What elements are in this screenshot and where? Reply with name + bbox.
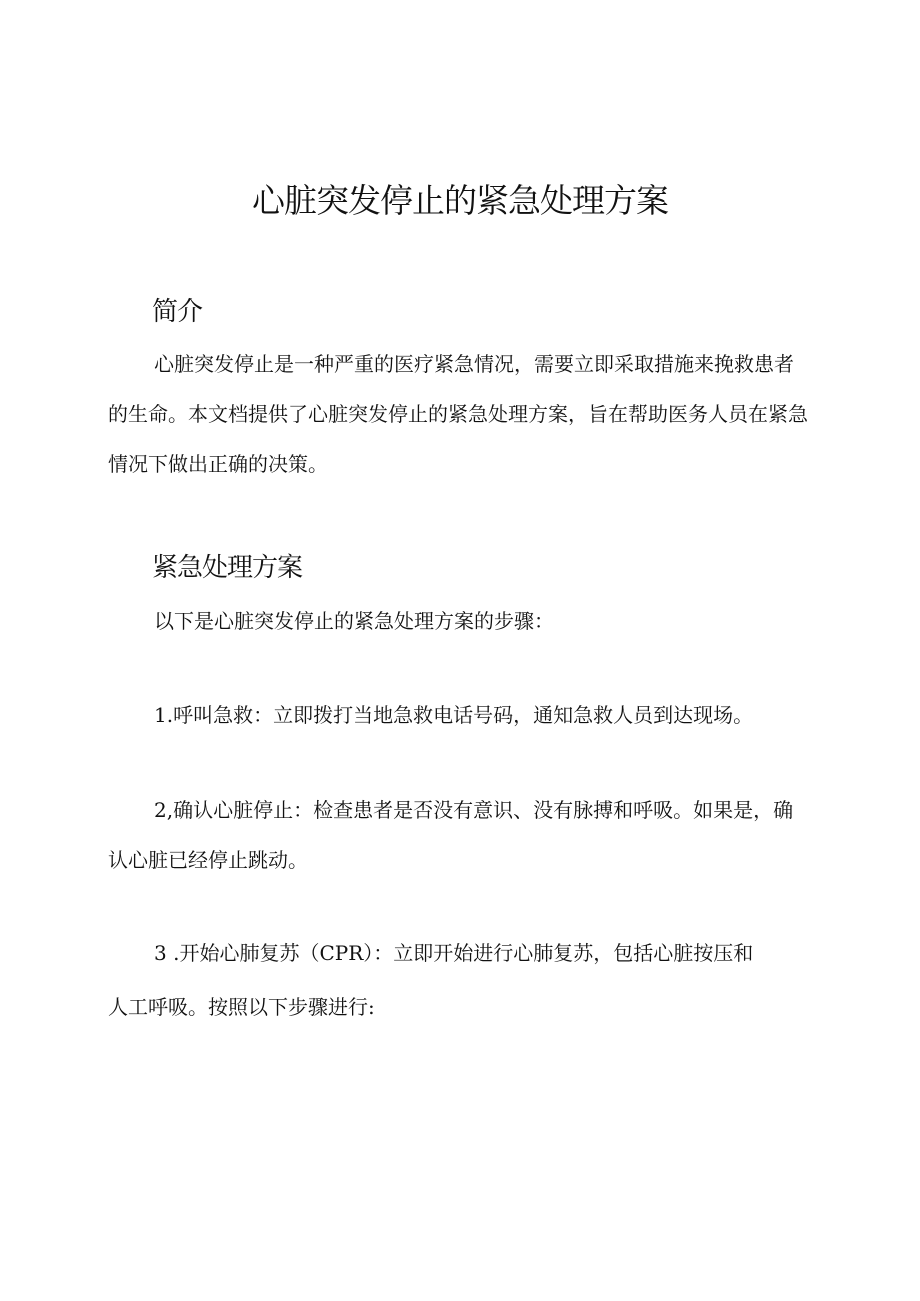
intro-paragraph: 心脏突发停止是一种严重的医疗紧急情况，需要立即采取措施来挽救患者的生命。本文档提供了心脏突发停止的紧急处理方案，旨在帮助医务人员在紧急情况下做出正确的决策。 bbox=[108, 352, 808, 476]
step-2-confirm-cardiac-arrest: 2,确认心脏停止：检查患者是否没有意识、没有脉搏和呼吸。如果是，确认心脏已经停止跳动。 bbox=[108, 798, 794, 872]
section-heading-emergency-plan: 紧急处理方案 bbox=[152, 553, 303, 583]
section-heading-intro: 简介 bbox=[152, 297, 203, 327]
steps-intro-paragraph: 以下是心脏突发停止的紧急处理方案的步骤： bbox=[154, 609, 554, 633]
step-3-start-cpr: 3 .开始心肺复苏（CPR）：立即开始进行心肺复苏，包括心脏按压和人工呼吸。按照以下步骤进行: bbox=[108, 941, 754, 1019]
document-title: 心脏突发停止的紧急处理方案 bbox=[252, 181, 668, 220]
step-1-call-emergency: 1.呼叫急救：立即拨打当地急救电话号码，通知急救人员到达现场。 bbox=[154, 703, 754, 727]
